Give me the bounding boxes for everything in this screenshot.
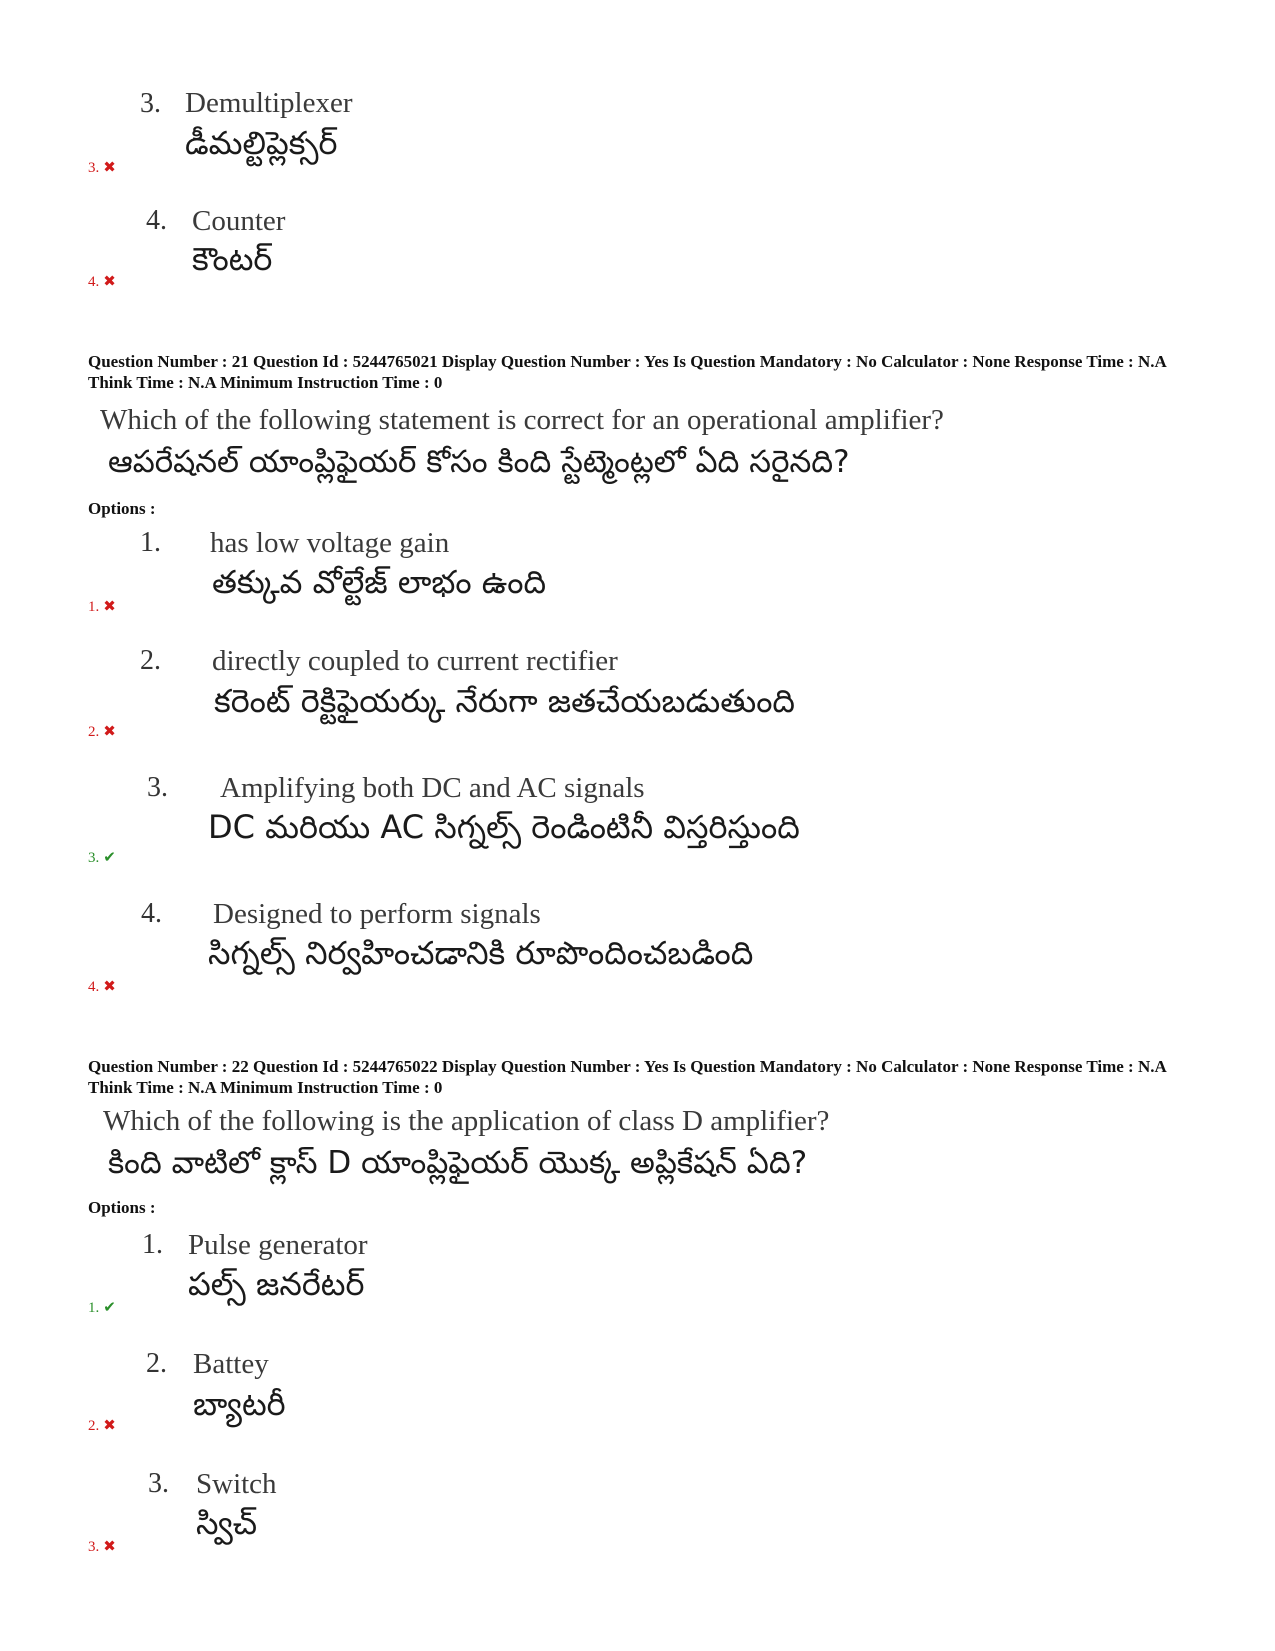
option-mark-label: 1. [88, 599, 100, 615]
option-text-te: డీమల్టిప్లెక్సర్ [185, 124, 338, 162]
option-mark [88, 848, 116, 867]
option-text-te: పల్స్ జనరేటర్ [188, 1265, 365, 1303]
option-mark [88, 158, 116, 177]
option-text-te: సిగ్నల్స్ నిర్వహించడానికి రూపొందించబడింది [208, 934, 754, 972]
options-label: Options : [88, 1198, 156, 1217]
option-number: 4. [141, 898, 162, 929]
option-text-en: Battey [193, 1348, 269, 1380]
option-text-te: స్విచ్ [196, 1504, 258, 1542]
cross-icon: ✖ [103, 1416, 116, 1434]
option-mark [88, 1537, 116, 1556]
checkmark-icon: ✔ [103, 1298, 116, 1316]
option-mark-label: 2. [88, 724, 100, 740]
option-mark [88, 977, 116, 996]
question-meta: Question Number : 22 Question Id : 5244765022 Display Question Number : Yes Is Question Mandatory : No Calculator : None Response Time : N.A Think Time : N.A Minimum Instruction Time : 0 [88, 1057, 1166, 1097]
option-mark-label: 3. [88, 160, 100, 176]
option-mark [88, 1298, 116, 1317]
option-text-te: DC మరియు AC సిగ్నల్స్ రెండింటినీ విస్తరిస్తుంది [208, 808, 800, 846]
option-text-en: Counter [192, 205, 286, 237]
option-text-en: Amplifying both DC and AC signals [220, 772, 645, 804]
option-mark-label: 3. [88, 850, 100, 866]
options-label: Options : [88, 499, 156, 518]
cross-icon: ✖ [103, 1537, 116, 1555]
option-mark-label: 3. [88, 1539, 100, 1555]
option-mark-label: 4. [88, 274, 100, 290]
option-number: 3. [147, 772, 168, 803]
checkmark-icon: ✔ [103, 848, 116, 866]
question-text-te: ఆపరేషనల్ యాంప్లిఫైయర్ కోసం కింది స్టేట్మెంట్లలో ఏది సరైనది? [108, 444, 850, 480]
question-meta: Question Number : 21 Question Id : 5244765021 Display Question Number : Yes Is Question Mandatory : No Calculator : None Response Time : N.A Think Time : N.A Minimum Instruction Time : 0 [88, 352, 1166, 392]
cross-icon: ✖ [103, 722, 116, 740]
option-text-en: Switch [196, 1468, 277, 1500]
option-text-te: కౌంటర్ [192, 240, 273, 278]
option-mark [88, 1416, 116, 1435]
option-number: 3. [140, 88, 161, 119]
option-number: 1. [142, 1229, 163, 1260]
option-text-te: కరెంట్ రెక్టిఫైయర్కు నేరుగా జతచేయబడుతుంది [214, 682, 796, 720]
option-text-en: Designed to perform signals [213, 898, 541, 930]
option-number: 4. [146, 205, 167, 236]
option-number: 1. [140, 527, 161, 558]
question-text-te: కింది వాటిలో క్లాస్ D యాంప్లిఫైయర్ యొక్క అప్లికేషన్ ఏది? [108, 1145, 808, 1181]
cross-icon: ✖ [103, 597, 116, 615]
option-text-en: has low voltage gain [210, 527, 450, 559]
option-mark-label: 4. [88, 979, 100, 995]
option-mark [88, 597, 116, 616]
question-text-en: Which of the following statement is correct for an operational amplifier? [100, 404, 944, 436]
option-mark-label: 2. [88, 1418, 100, 1434]
option-number: 3. [148, 1468, 169, 1499]
option-text-te: బ్యాటరీ [193, 1385, 286, 1423]
cross-icon: ✖ [103, 272, 116, 290]
option-text-en: Pulse generator [188, 1229, 368, 1261]
question-text-en: Which of the following is the application of class D amplifier? [103, 1105, 830, 1137]
option-mark [88, 272, 116, 291]
option-mark-label: 1. [88, 1300, 100, 1316]
option-text-te: తక్కువ వోల్టేజ్ లాభం ఉంది [212, 563, 547, 601]
cross-icon: ✖ [103, 977, 116, 995]
option-text-en: directly coupled to current rectifier [212, 645, 618, 677]
option-number: 2. [146, 1348, 167, 1379]
cross-icon: ✖ [103, 158, 116, 176]
option-number: 2. [140, 645, 161, 676]
option-text-en: Demultiplexer [185, 87, 353, 119]
option-mark [88, 722, 116, 741]
